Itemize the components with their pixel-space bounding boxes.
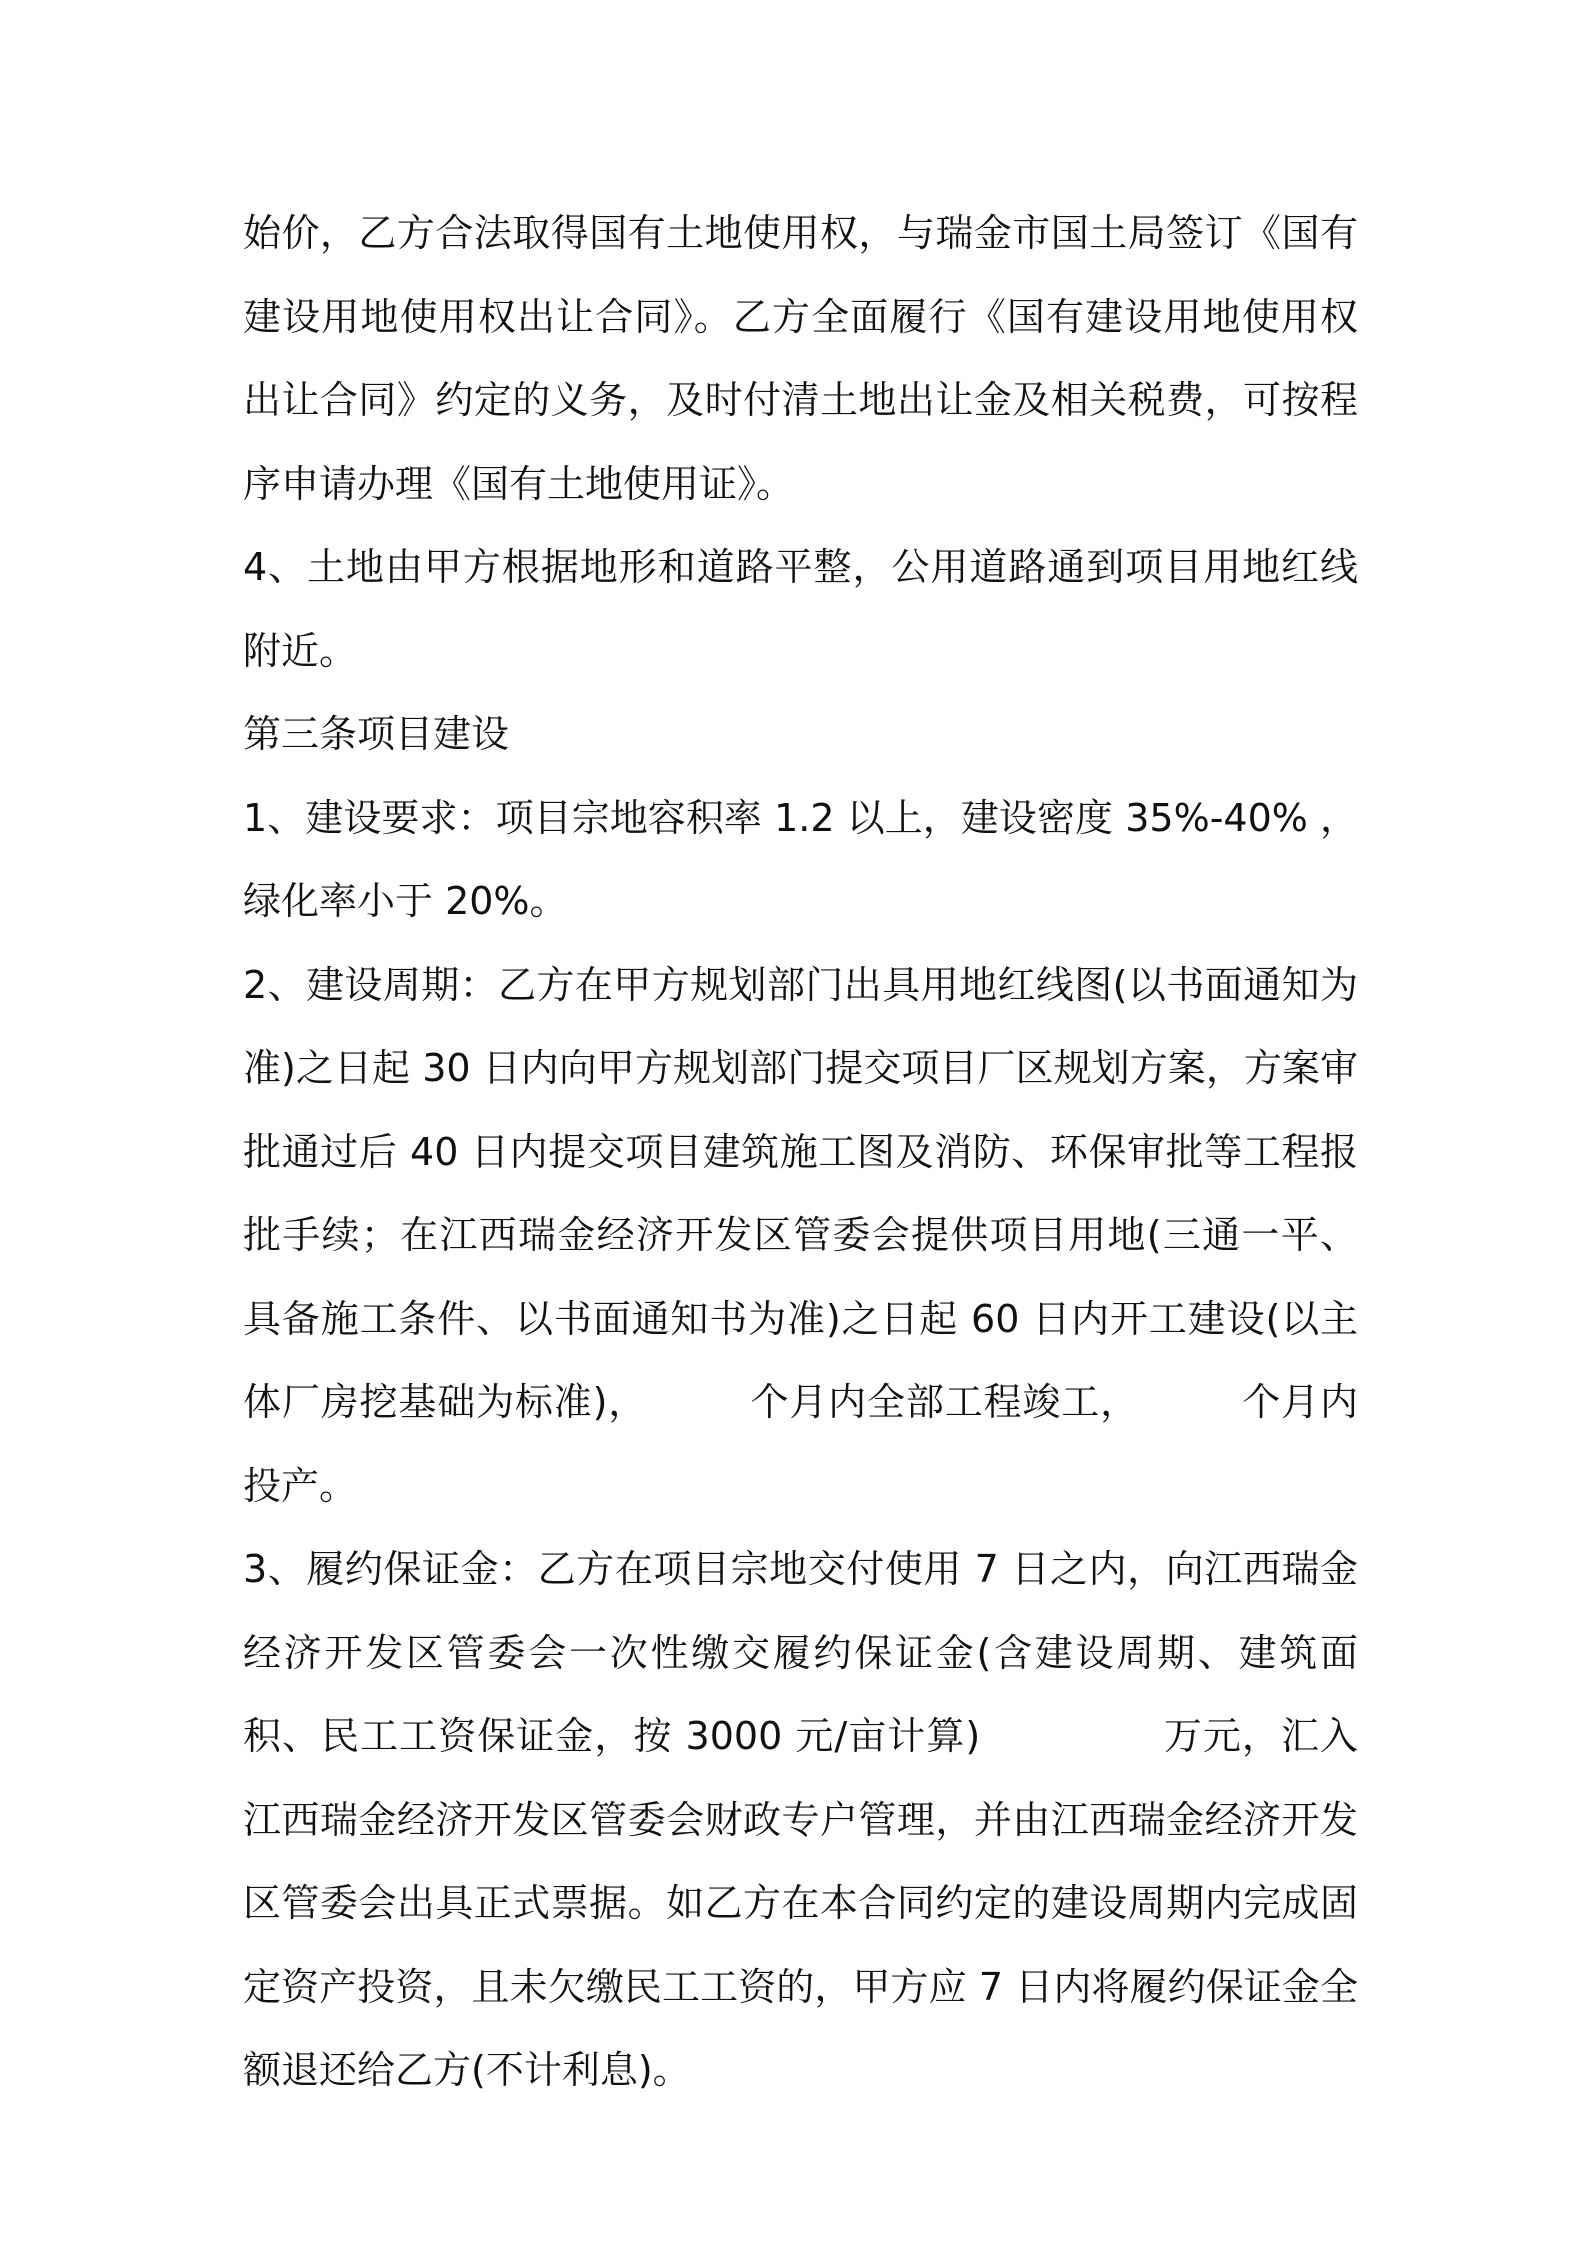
paragraph-performance-bond: 3、履约保证金：乙方在项目宗地交付使用 7 日之内，向江西瑞金经济开发区管委会一次性缴交履约保证金(含建设周期、建筑面积、民工工资保证金，按 3000 元/亩计算) 万元，汇入江西瑞金经济开发区管委会财政专户管理，并由江西瑞金经济开发区管委会出具正式票据。如乙方在本合同约定的建设周期内完成固定资产投资，且未欠缴民工工资的，甲方应 7 日内将履约保证金全额退还给乙方(不计利息)。 <box>243 1547 1358 2092</box>
paragraph-construction-requirements: 1、建设要求：项目宗地容积率 1.2 以上，建设密度 35%-40% ，绿化率小于 20%。 <box>243 795 1358 923</box>
section-heading-project-construction: 第三条项目建设 <box>243 712 510 756</box>
paragraph-construction-period: 2、建设周期：乙方在甲方规划部门出具用地红线图(以书面通知为准)之日起 30 日内向甲方规划部门提交项目厂区规划方案，方案审批通过后 40 日内提交项目建筑施工图及消防、环保审批等工程报批手续；在江西瑞金经济开发区管委会提供项目用地(三通一平、具备施工条件、以书面通知书为准)之日起 60 日内开工建设(以主体厂房挖基础为标准)， 个月内全部工程竣工， 个月内投产。 <box>243 962 1359 1508</box>
document-body <box>243 192 1358 2113</box>
paragraph-land-use-right: 始价，乙方合法取得国有土地使用权，与瑞金市国土局签订《国有建设用地使用权出让合同》。乙方全面履行《国有建设用地使用权出让合同》约定的义务，及时付清土地出让金及相关税费，可按程序申请办理《国有土地使用证》。 <box>243 211 1358 506</box>
paragraph-land-leveling: 4、土地由甲方根据地形和道路平整，公用道路通到项目用地红线附近。 <box>243 545 1358 673</box>
